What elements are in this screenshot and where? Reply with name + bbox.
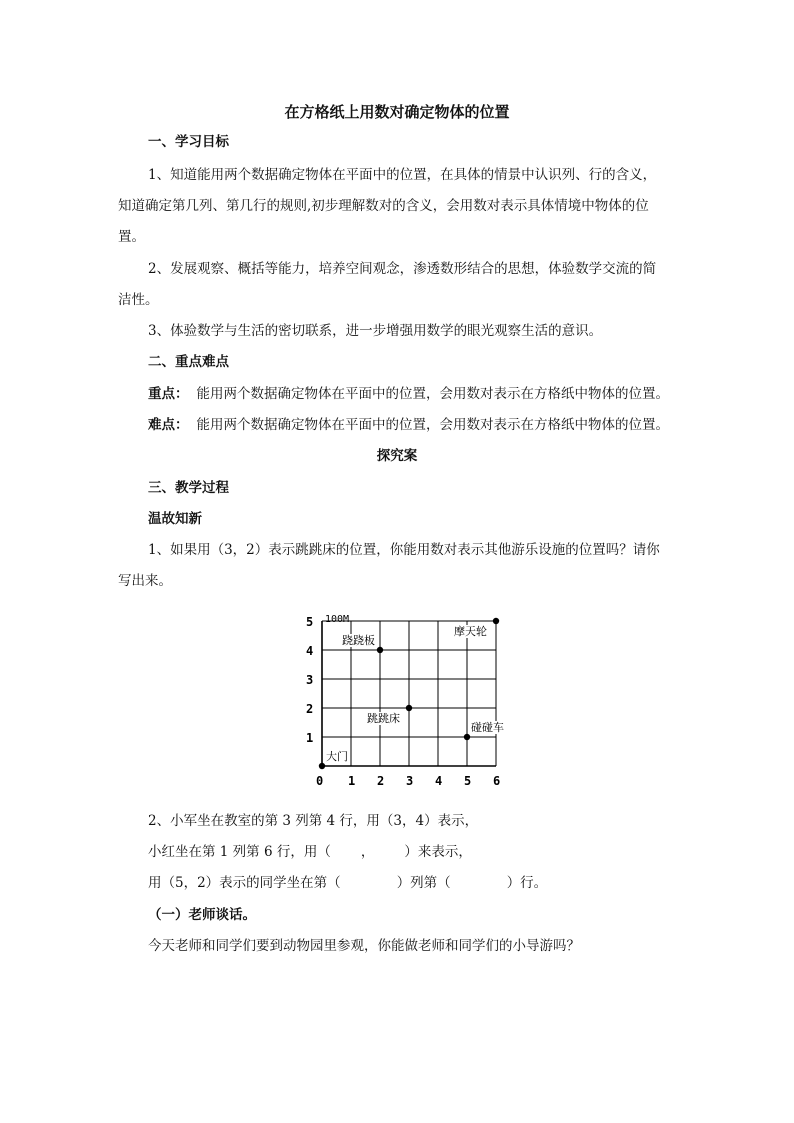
location-point [406,705,412,711]
page-title: 在方格纸上用数对确定物体的位置 [284,103,510,121]
goal-2-line-2: 洁性。 [118,292,159,308]
y-tick-label: 2 [306,702,314,716]
location-point [319,763,325,769]
y-tick-labels [306,615,313,745]
key-point-row [148,385,669,403]
closing-text: 今天老师和同学们要到动物园里参观，你能做老师和同学们的小导游吗？ [148,938,580,954]
y-tick-label: 4 [306,644,314,658]
location-point [493,618,499,624]
goal-1-line-2: 知道确定第几列、第几行的规则,初步理解数对的含义，会用数对表示具体情境中物体的位 [118,198,649,214]
y-tick-label: 3 [306,673,314,687]
x-tick-label: 4 [435,774,443,788]
coordinate-grid-figure [300,608,520,793]
question-2-line-1: 2、小军坐在教室的第 3 列第 4 行，用（3，4）表示， [148,813,479,829]
goal-3: 3、体验数学与生活的密切联系，进一步增强用数学的眼光观察生活的意识。 [148,323,603,339]
question-2-line-2-part-c: ）来表示， [404,844,472,860]
point-label: 碰碰车 [471,721,504,734]
x-tick-label: 3 [406,774,414,788]
question-1-line-2: 写出来。 [118,573,172,589]
point-label: 大门 [326,750,348,763]
difficulty-row [148,416,669,434]
question-2-line-3-part-c: ）行。 [506,875,548,891]
sub-heading-teacher-talk: （一）老师谈话。 [148,907,256,923]
x-tick-label: 5 [464,774,472,788]
scale-label: 100M [325,614,350,625]
goal-1-line-3: 置。 [118,229,145,245]
difficulty-text: 能用两个数据确定物体在平面中的位置，会用数对表示在方格纸中物体的位置。 [196,417,669,433]
y-tick-label: 5 [306,615,314,629]
x-tick-label: 0 [316,774,324,788]
location-points [319,618,505,769]
x-tick-label: 2 [377,774,385,788]
point-label: 跳跳床 [367,712,400,725]
question-2-line-2-part-a: 小红坐在第 1 列第 6 行，用（ [148,844,331,860]
x-tick-labels [316,774,500,788]
x-tick-label: 1 [348,774,356,788]
review-heading: 温故知新 [148,511,202,527]
section-heading-key-points: 二、重点难点 [148,354,229,370]
goal-2-line-1: 2、发展观察、概括等能力，培养空间观念，渗透数形结合的思想，体验数学交流的简 [148,261,657,277]
location-point [464,734,470,740]
key-point-text: 能用两个数据确定物体在平面中的位置，会用数对表示在方格纸中物体的位置。 [196,386,669,402]
x-tick-label: 6 [493,774,501,788]
question-2-line-3 [148,874,547,892]
section-heading-goals: 一、学习目标 [148,134,229,150]
goal-1-line-1: 1、知道能用两个数据确定物体在平面中的位置，在具体的情景中认识列、行的含义， [148,167,657,183]
difficulty-label: 难点： [148,417,189,433]
explore-heading: 探究案 [376,448,418,464]
question-2-line-2-part-b: ， [360,844,375,860]
location-point [377,647,383,653]
section-heading-process: 三、教学过程 [148,480,229,496]
question-1-line-1: 1、如果用（3，2）表示跳跳床的位置，你能用数对表示其他游乐设施的位置吗？请你 [148,542,660,558]
question-2-line-3-part-a: 用（5，2）表示的同学坐在第（ [148,875,341,891]
y-tick-label: 1 [306,731,314,745]
question-2-line-3-part-b: ）列第（ [396,875,451,891]
key-point-label: 重点： [148,386,189,402]
point-label: 跷跷板 [342,634,375,647]
point-label: 摩天轮 [454,625,487,638]
question-2-line-2 [148,843,472,861]
